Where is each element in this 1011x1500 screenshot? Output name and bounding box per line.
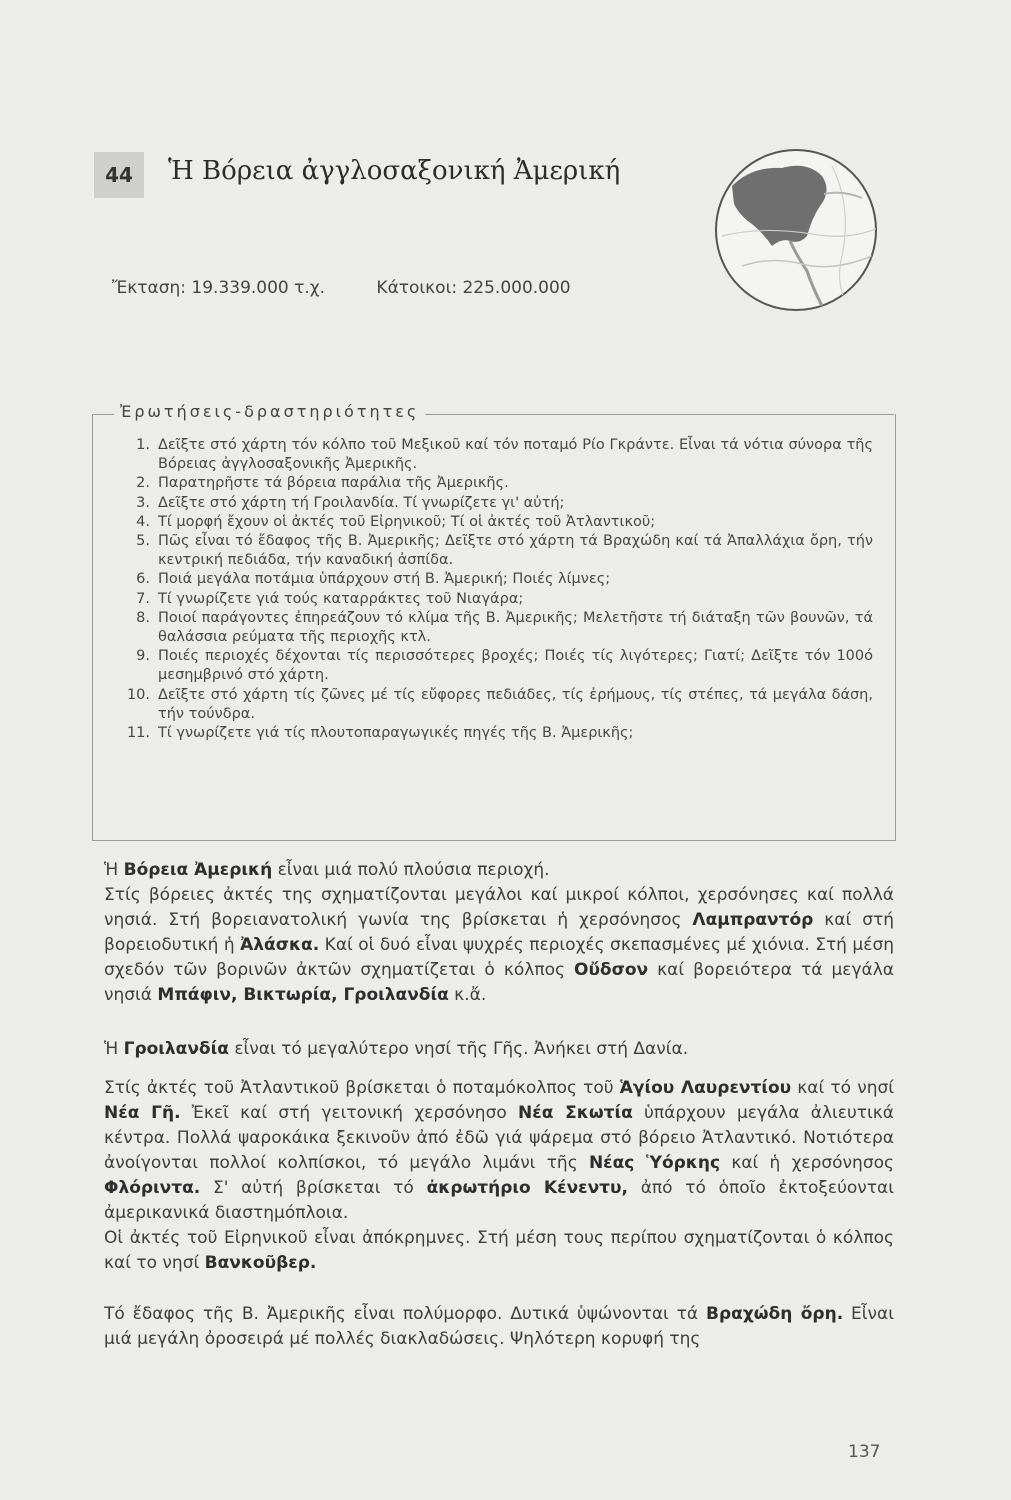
question-text: Ποιά μεγάλα ποτάμια ὑπάρχουν στή Β. Ἀμερική; Ποιές λίμνες; (158, 571, 611, 588)
question-item (118, 686, 873, 724)
paragraph-atlantic (104, 1076, 894, 1276)
text-run: καί στή βορειοδυτική ἡ (104, 910, 894, 955)
question-text: Τί γνωρίζετε γιά τούς καταρράκτες τοῦ Νιαγάρα; (158, 590, 524, 607)
text-run: ὑπάρχουν μεγάλα ἀλιευτικά κέντρα. Πολλά ψαροκάικα ξεκινοῦν ἀπό ἐδῶ γιά ψάρεμα στό βόρειο Ἀτλαντικό. Νοτιότερα ἀνοίγονται πολλοί κολπίσκοι, τό μεγάλο λιμάνι τῆς (104, 1103, 894, 1173)
text-run: ἀπό τό ὁποῖο ἐκτοξεύονται ἀμερικανικά διαστημόπλοια. (104, 1178, 894, 1223)
question-text: Ποιές περιοχές δέχονται τίς περισσότερες βροχές; Ποιές τίς λιγότερες; Γιατί; Δεῖξτε τόν 100ό μεσημβρινό στό χάρτη. (158, 648, 873, 684)
bold-term: Ἁγίου Λαυρεντίου (619, 1078, 792, 1098)
text-run: Εἶναι μιά μεγάλη ὀροσειρά μέ πολλές διακλαδώσεις. Ψηλότερη κορυφή της (104, 1304, 894, 1349)
text-run: Οἱ ἀκτές τοῦ Εἰρηνικοῦ εἶναι ἀπόκρημνες. Στή μέση τους περίπου σχηματίζονται ὁ κόλπος καί το νησί (104, 1228, 894, 1273)
question-item (118, 532, 873, 570)
question-text: Πῶς εἶναι τό ἔδαφος τῆς Β. Ἀμερικῆς; Δεῖξτε στό χάρτη τά Βραχώδη καί τά Ἀπαλλάχια ὄρη, τήν κεντρική πεδιάδα, τήν καναδική ἀσπίδα. (158, 533, 873, 569)
question-item (118, 436, 873, 474)
question-item (118, 474, 873, 493)
bold-term: Νέας Ὑόρκης (588, 1153, 721, 1173)
stats-line (112, 278, 571, 298)
bold-term: ἀκρωτήριο Κένεντυ, (426, 1178, 628, 1198)
question-number: 9. (136, 648, 150, 665)
text-run: καί βορειότερα τά μεγάλα νησιά (104, 960, 894, 1005)
question-item (118, 513, 873, 532)
bold-term: Βόρεια Ἀμερική (123, 860, 273, 880)
paragraph-greenland (104, 1037, 894, 1062)
text-run: Σ' αὐτή βρίσκεται τό (200, 1178, 427, 1198)
text-run: καί τό νησί (791, 1078, 895, 1098)
question-item (118, 570, 873, 589)
bold-term: Βανκοῦβερ. (204, 1253, 317, 1273)
question-item (118, 609, 873, 647)
question-item (118, 724, 873, 743)
question-text: Δεῖξτε στό χάρτη τίς ζῶνες μέ τίς εὔφορες πεδιάδες, τίς ἐρήμους, τίς στέπες, τά μεγάλα δάση, τήν τούνδρα. (158, 686, 873, 722)
question-item (118, 590, 873, 609)
bold-term: Μπάφιν, Βικτωρία, Γροιλανδία (157, 985, 449, 1005)
population-stat: Κάτοικοι: 225.000.000 (376, 278, 571, 298)
text-run: Ἐκεῖ καί στή γειτονική χερσόνησο (180, 1103, 519, 1123)
question-number: 1. (136, 437, 150, 453)
question-number: 3. (136, 494, 150, 511)
bold-term: Βραχώδη ὄρη. (706, 1304, 844, 1324)
bold-term: Γροιλανδία (123, 1039, 229, 1059)
question-number: 2. (136, 475, 150, 492)
text-run: Ἡ (104, 1039, 124, 1059)
question-number: 4. (136, 513, 150, 530)
question-number: 6. (136, 571, 150, 588)
lesson-number-badge: 44 (94, 152, 144, 198)
text-run: κ.ἄ. (448, 985, 487, 1005)
text-run: εἶναι μιά πολύ πλούσια περιοχή. (272, 860, 550, 880)
bold-term: Νέα Γῆ. (104, 1103, 181, 1123)
area-stat: Ἔκταση: 19.339.000 τ.χ. (112, 278, 326, 298)
question-text: Ποιοί παράγοντες ἐπηρεάζουν τό κλίμα τῆς Β. Ἀμερικῆς; Μελετῆστε τή διάταξη τῶν βουνῶν, τά θαλάσσια ρεύματα τῆς περιοχῆς κτλ. (158, 609, 873, 646)
paragraph-intro (104, 858, 894, 1008)
text-run: καί ἡ χερσόνησος (720, 1153, 894, 1173)
question-text: Τί γνωρίζετε γιά τίς πλουτοπαραγωγικές πηγές τῆς Β. Ἀμερικῆς; (158, 725, 634, 742)
bold-term: Φλόριντα. (104, 1178, 201, 1198)
bold-term: Ἀλάσκα. (240, 935, 320, 955)
globe-map-icon (712, 146, 880, 314)
questions-list (118, 436, 873, 743)
bold-term: Νέα Σκωτία (518, 1103, 633, 1123)
question-text: Παρατηρῆστε τά βόρεια παράλια τῆς Ἀμερικῆς. (158, 475, 509, 492)
question-text: Δεῖξτε στό χάρτη τόν κόλπο τοῦ Μεξικοῦ καί τόν ποταμό Ρίο Γκράντε. Εἶναι τά νότια σύνορα τῆς Βόρειας ἀγγλοσαξονικῆς Ἀμερικῆς. (158, 437, 873, 473)
question-text: Δεῖξτε στό χάρτη τή Γροιλανδία. Τί γνωρίζετε γι' αὐτή; (158, 494, 565, 511)
text-run: εἶναι τό μεγαλύτερο νησί τῆς Γῆς. Ἀνήκει στή Δανία. (228, 1039, 689, 1059)
question-text: Τί μορφή ἔχουν οἱ ἀκτές τοῦ Εἰρηνικοῦ; Τί οἱ ἀκτές τοῦ Ἀτλαντικοῦ; (158, 513, 656, 530)
text-run: Τό ἔδαφος τῆς Β. Ἀμερικῆς εἶναι πολύμορφο. Δυτικά ὑψώνονται τά (104, 1304, 707, 1324)
question-item (118, 647, 873, 685)
question-number: 7. (136, 590, 150, 607)
text-run: Στίς ἀκτές τοῦ Ἀτλαντικοῦ βρίσκεται ὁ ποταμόκολπος τοῦ (104, 1078, 620, 1098)
question-item (118, 494, 873, 513)
text-run: Στίς βόρειες ἀκτές της σχηματίζονται μεγάλοι καί μικροί κόλποι, χερσόνησες καί πολλά νησιά. Στή βορειανατολική γωνία της βρίσκεται ἡ χερσόνησος (104, 885, 894, 930)
paragraph-terrain (104, 1302, 894, 1352)
text-run: Ἡ (104, 860, 124, 880)
question-number: 8. (136, 609, 150, 626)
questions-heading: Ἐρωτήσεις-δραστηριότητες (114, 402, 425, 421)
question-number: 5. (136, 533, 150, 550)
bold-term: Λαμπραντόρ (692, 910, 814, 930)
page-number: 137 (848, 1442, 881, 1462)
page-title: Ἡ Βόρεια ἀγγλοσαξονική Ἀμερική (168, 156, 621, 186)
question-number: 10. (126, 686, 150, 703)
text-run: Καί οἱ δυό εἶναι ψυχρές περιοχές σκεπασμένες μέ χιόνια. Στή μέση σχεδόν τῶν βορινῶν ἀκτῶν σχηματίζεται ὁ κόλπος (104, 935, 894, 980)
bold-term: Οὔδσον (574, 960, 649, 980)
question-number: 11. (126, 725, 150, 742)
